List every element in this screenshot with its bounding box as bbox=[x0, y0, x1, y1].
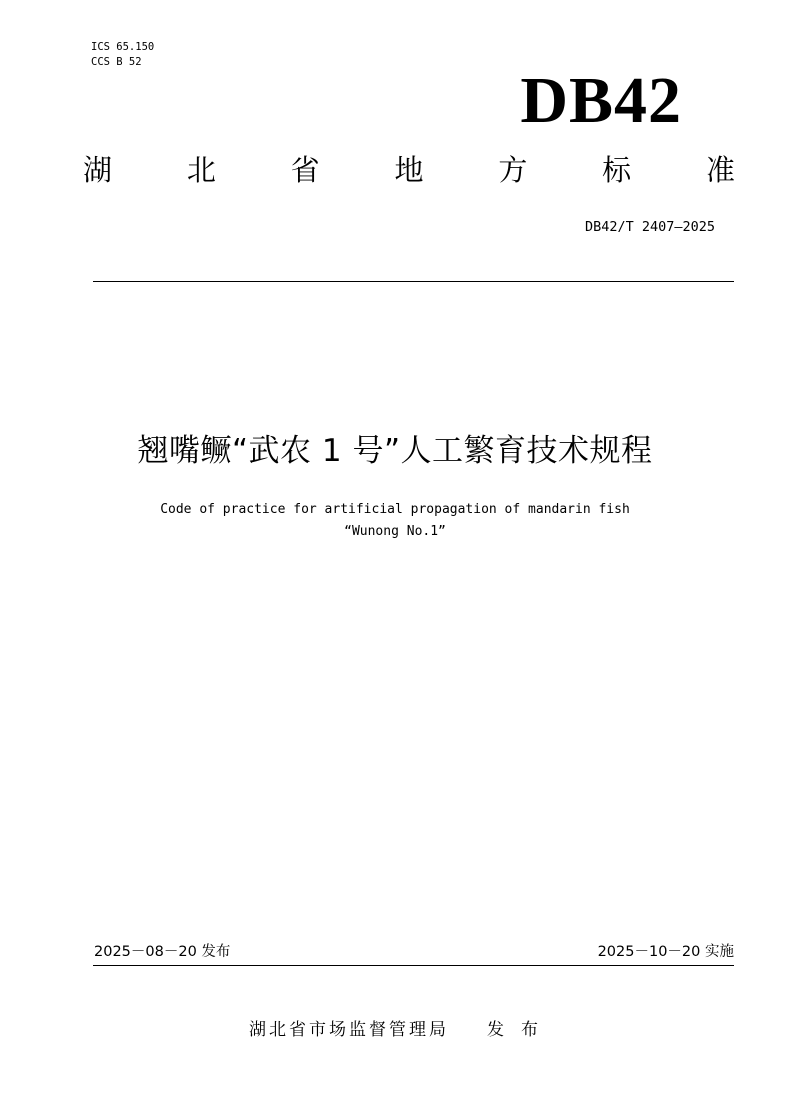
ics-code: ICS 65.150 bbox=[91, 41, 155, 53]
authority-char: 省 bbox=[290, 153, 320, 187]
document-title-english-line1: Code of practice for artificial propagation of mandarin fish bbox=[160, 502, 630, 517]
issuer-action: 发 bbox=[487, 1020, 507, 1040]
ccs-code: CCS B 52 bbox=[91, 56, 142, 68]
implementation-date: 2025－10－20 实施 bbox=[597, 944, 734, 960]
authority-char: 地 bbox=[394, 153, 424, 187]
standard-authority-title bbox=[83, 152, 735, 188]
standard-number: DB42/T 2407—2025 bbox=[584, 219, 715, 235]
issuer-name: 湖北省市场监督管理局 bbox=[249, 1020, 449, 1040]
header-divider bbox=[93, 281, 734, 282]
issuer-action: 布 bbox=[521, 1020, 541, 1040]
authority-char: 标 bbox=[602, 153, 632, 187]
issue-date: 2025－08－20 发布 bbox=[94, 944, 231, 960]
authority-char: 准 bbox=[705, 153, 735, 187]
authority-char: 北 bbox=[186, 153, 216, 187]
authority-char: 方 bbox=[498, 153, 528, 187]
footer-divider bbox=[93, 965, 734, 966]
standard-logo: DB42 bbox=[520, 64, 682, 137]
document-title-chinese: 翘嘴鳜“武农 1 号”人工繁育技术规程 bbox=[137, 433, 653, 469]
authority-char: 湖 bbox=[83, 153, 113, 187]
issuing-authority bbox=[0, 1018, 790, 1042]
document-title-english-line2: “Wunong No.1” bbox=[344, 524, 446, 539]
